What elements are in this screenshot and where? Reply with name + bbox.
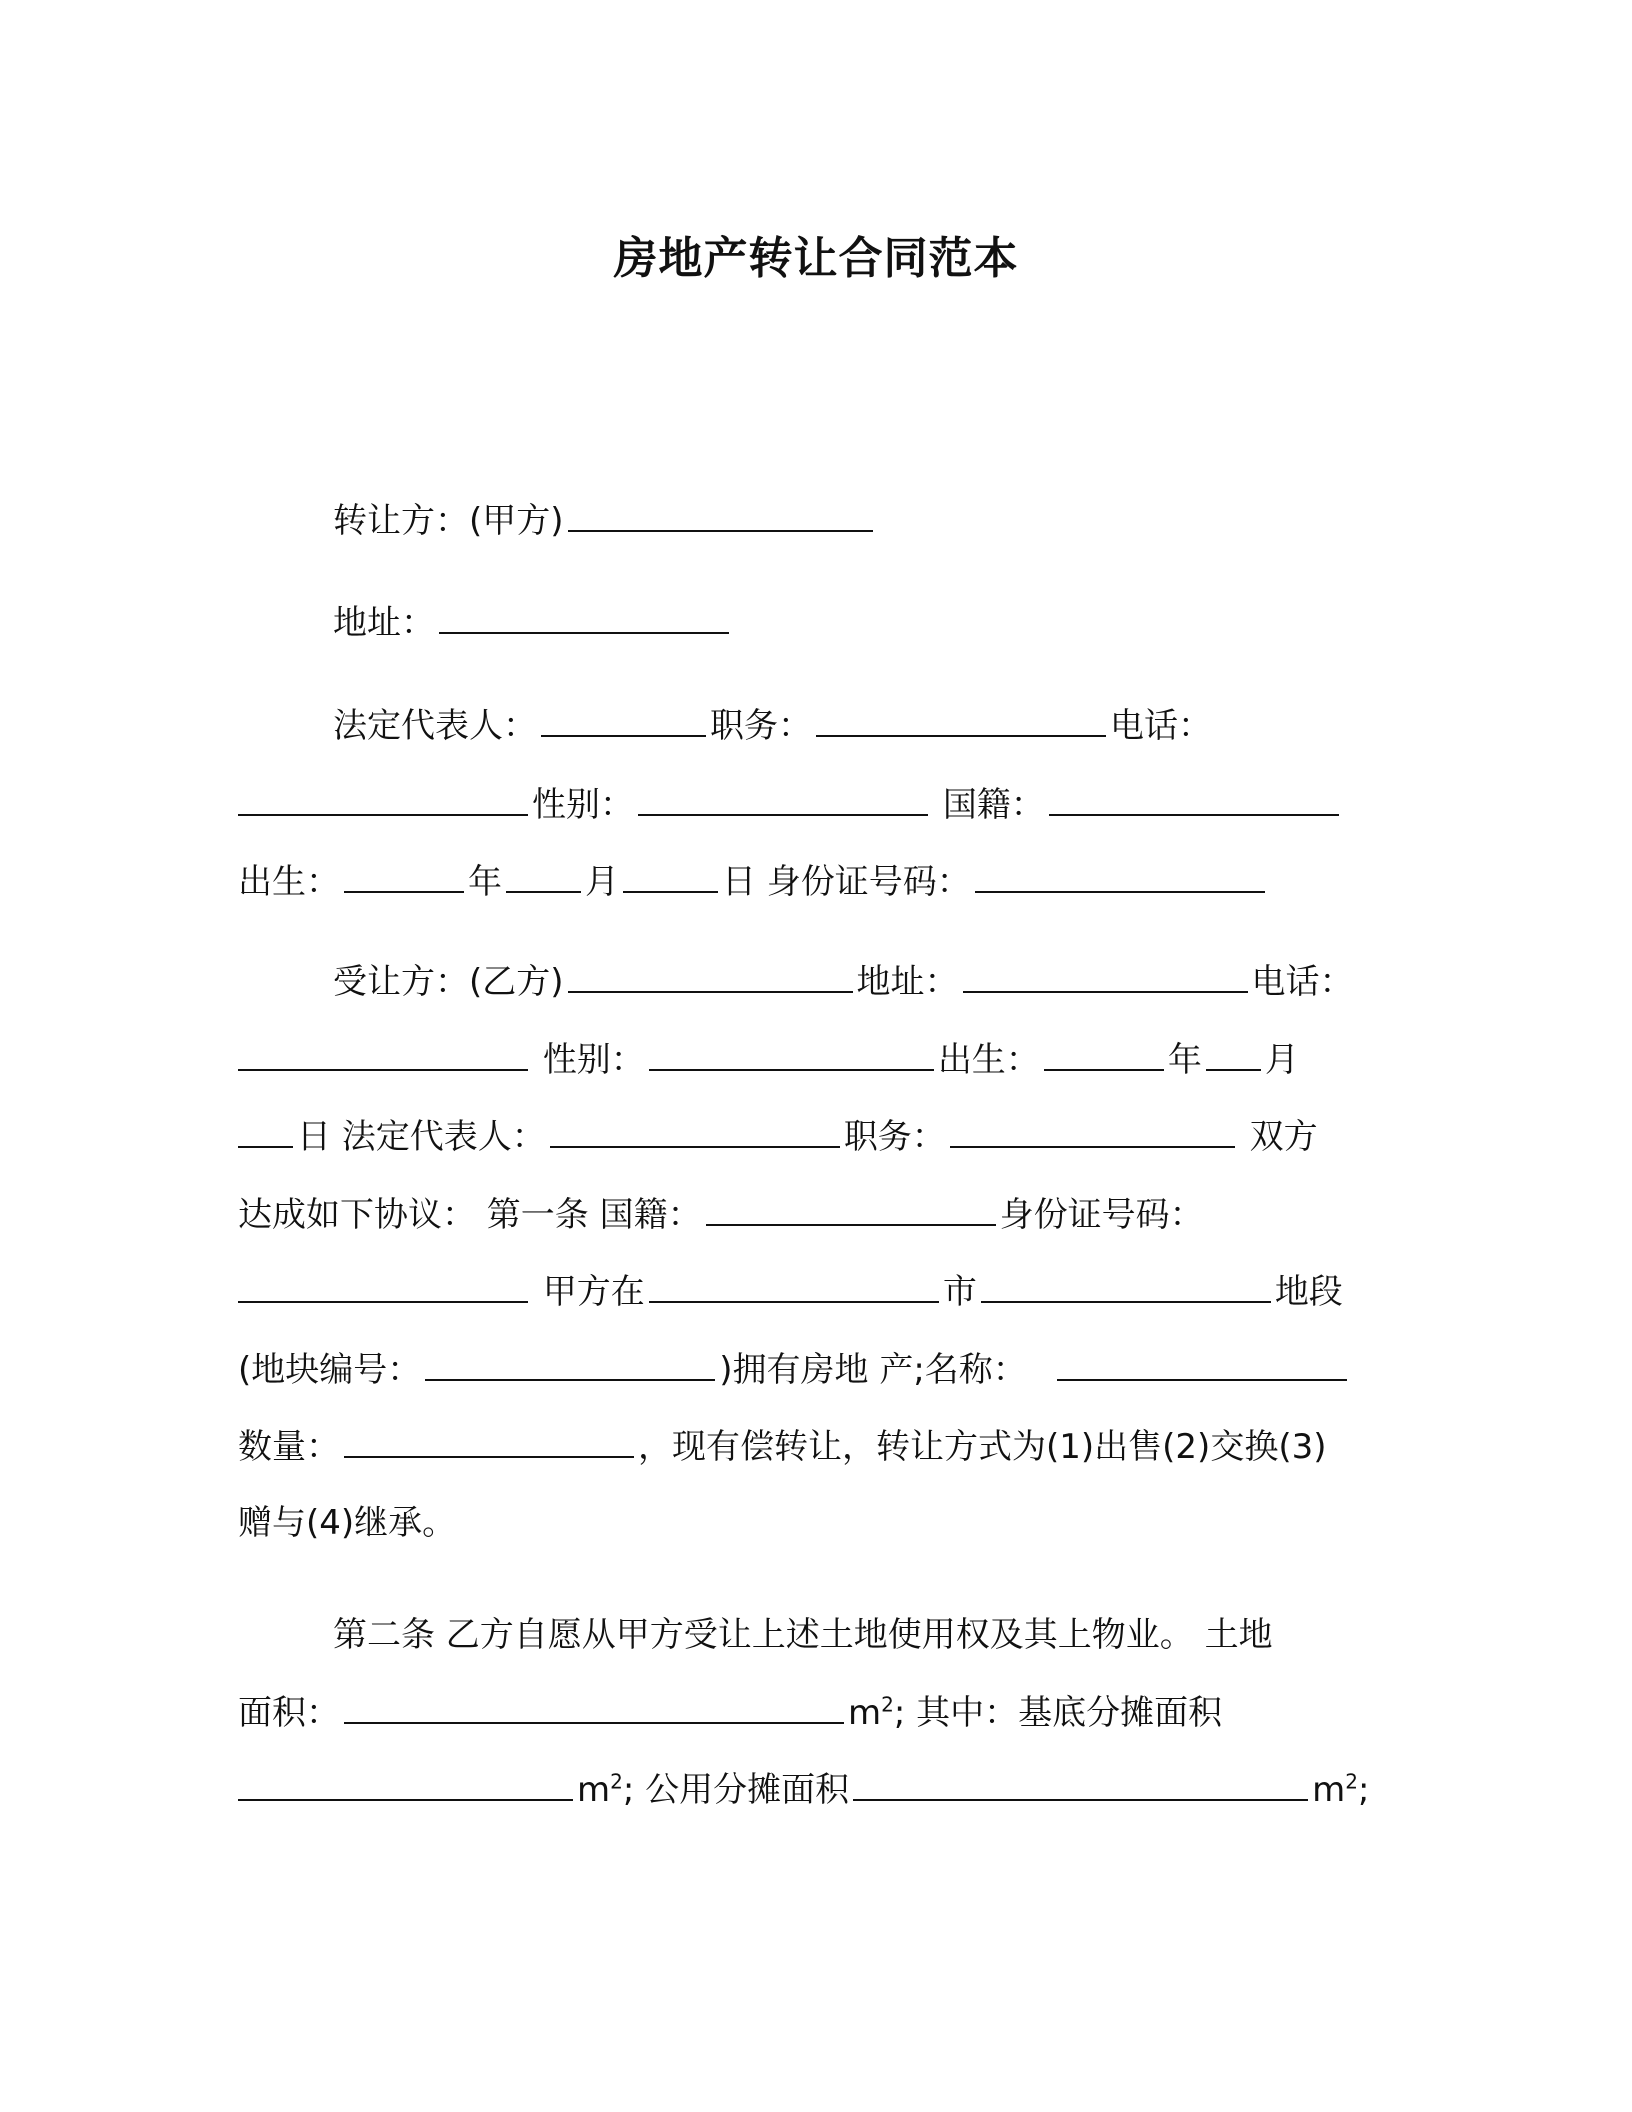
share-area-line	[238, 1769, 1369, 1810]
property-name-label: )拥有房地 产;名称：	[719, 1350, 1027, 1390]
id-number-label: 日 身份证号码：	[722, 862, 971, 902]
land-area-field[interactable]	[344, 1692, 844, 1724]
article1-line	[238, 1194, 1204, 1235]
transferee-line	[333, 961, 1354, 1002]
quantity-line	[238, 1426, 1326, 1467]
transferee-birth-label: 出生：	[937, 1040, 1040, 1080]
transferee-birth-day-field[interactable]	[238, 1116, 293, 1148]
article2-line	[333, 1615, 1273, 1655]
transferee-id-label: 身份证号码：	[999, 1195, 1204, 1235]
transferee-gender-line	[238, 1039, 1299, 1080]
birth-year-field[interactable]	[344, 861, 464, 893]
transferee-birth-year-field[interactable]	[1044, 1039, 1164, 1071]
document-title: 房地产转让合同范本	[613, 233, 1019, 284]
city-field[interactable]	[649, 1271, 939, 1303]
article1-nationality-label: 达成如下协议： 第一条 国籍：	[238, 1195, 702, 1235]
birth-month-field[interactable]	[506, 861, 581, 893]
article2-text: 第二条 乙方自愿从甲方受让上述土地使用权及其上物业。 土地	[333, 1615, 1273, 1655]
transferor-label: 转让方：(甲方)	[333, 501, 564, 541]
nationality-label: 国籍：	[942, 785, 1045, 825]
phone-label: 电话：	[1110, 706, 1212, 746]
address-label: 地址：	[333, 603, 435, 643]
plot-number-field[interactable]	[425, 1349, 715, 1381]
transferee-phone-field[interactable]	[238, 1039, 528, 1071]
legal-rep-line	[333, 705, 1212, 746]
party-a-at-label: 甲方在	[542, 1272, 645, 1312]
transferee-address-field[interactable]	[963, 961, 1248, 993]
transfer-method-text: ，现有偿转让，转让方式为(1)出售(2)交换(3)	[638, 1427, 1327, 1467]
transferee-gender-field[interactable]	[649, 1039, 934, 1071]
phone-field[interactable]	[238, 784, 528, 816]
transferee-rep-line	[238, 1116, 1318, 1157]
gender-nationality-line	[238, 784, 1343, 825]
transferor-name-field[interactable]	[568, 500, 873, 532]
location-line	[238, 1271, 1343, 1312]
legal-rep-field[interactable]	[541, 705, 706, 737]
sqm-unit-3: m	[1312, 1770, 1346, 1810]
id-number-field[interactable]	[975, 861, 1265, 893]
section-label: 地段	[1274, 1272, 1343, 1312]
position-field[interactable]	[816, 705, 1106, 737]
transferee-phone-label: 电话：	[1251, 962, 1354, 1002]
quantity-label: 数量：	[238, 1427, 340, 1467]
sqm-unit-2: m	[577, 1770, 611, 1810]
quantity-field[interactable]	[344, 1426, 634, 1458]
transferor-address-line	[333, 602, 733, 643]
area-label: 面积：	[238, 1693, 340, 1733]
position-label: 职务：	[710, 706, 812, 746]
transferee-position-label: 职务：	[843, 1117, 946, 1157]
transferor-address-field[interactable]	[439, 602, 729, 634]
public-share-area-field[interactable]	[853, 1769, 1308, 1801]
birth-id-line	[238, 861, 1269, 902]
year-label: 年	[468, 862, 502, 902]
area-line	[238, 1692, 1222, 1733]
transfer-method-end: 赠与(4)继承。	[238, 1503, 457, 1543]
transferee-position-field[interactable]	[950, 1116, 1235, 1148]
plot-number-label: (地块编号：	[238, 1350, 422, 1390]
transferee-gender-label: 性别：	[542, 1040, 645, 1080]
city-label: 市	[942, 1272, 977, 1312]
gender-label: 性别：	[532, 785, 634, 825]
transfer-method-continued	[238, 1503, 456, 1543]
transferee-id-field[interactable]	[238, 1271, 528, 1303]
sqm-unit: m	[848, 1693, 882, 1733]
transferee-legal-rep-label: 日 法定代表人：	[297, 1117, 546, 1157]
birth-day-field[interactable]	[623, 861, 718, 893]
property-name-field[interactable]	[1057, 1349, 1347, 1381]
semicolon: ;	[1357, 1770, 1370, 1810]
transferor-line	[333, 500, 877, 541]
transferee-name-field[interactable]	[568, 961, 853, 993]
sqm-superscript-3: 2	[1345, 1769, 1358, 1794]
legal-rep-label: 法定代表人：	[333, 706, 537, 746]
birth-label: 出生：	[238, 862, 340, 902]
sqm-superscript: 2	[881, 1692, 894, 1717]
public-share-label: ; 公用分摊面积	[622, 1770, 850, 1810]
transferee-label: 受让方：(乙方)	[333, 962, 564, 1002]
transferee-year-label: 年	[1167, 1040, 1202, 1080]
transferee-address-label: 地址：	[856, 962, 959, 1002]
plot-line	[238, 1349, 1351, 1390]
nationality-field[interactable]	[1049, 784, 1339, 816]
transferee-nationality-field[interactable]	[706, 1194, 996, 1226]
section-field[interactable]	[981, 1271, 1271, 1303]
base-share-area-field[interactable]	[238, 1769, 573, 1801]
transferee-month-label: 月	[1264, 1040, 1299, 1080]
gender-field[interactable]	[638, 784, 928, 816]
transferee-legal-rep-field[interactable]	[550, 1116, 840, 1148]
base-share-label: ; 其中：基底分摊面积	[893, 1693, 1223, 1733]
sqm-superscript-2: 2	[610, 1769, 623, 1794]
both-parties-text: 双方	[1249, 1117, 1318, 1157]
month-label: 月	[585, 862, 619, 902]
transferee-birth-month-field[interactable]	[1206, 1039, 1261, 1071]
